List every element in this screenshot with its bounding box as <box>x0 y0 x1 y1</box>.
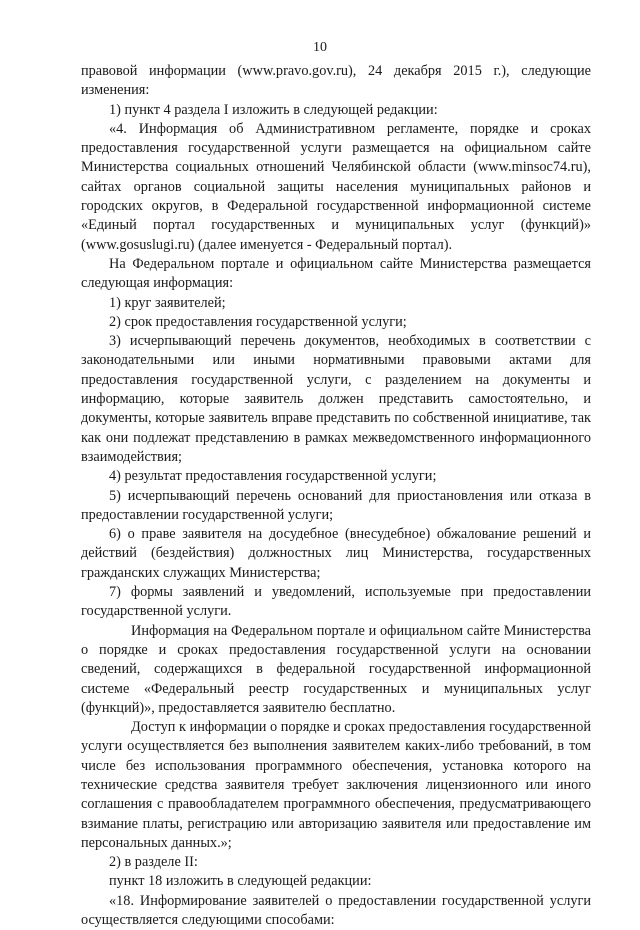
paragraph: 3) исчерпывающий перечень документов, необходимых в соответствии с законодательными или иными нормативными правовыми актами для предоставления государственной услуги, с разделением на документы и информацию, которые заявитель должен представить самостоятельно, и документы, которые заявитель вправе представить по собственной инициативе, так как они подлежат представлению в рамках межведомственного информационного взаимодействия; <box>81 333 591 465</box>
paragraph: На Федеральном портале и официальном сайте Министерства размещается следующая информация: <box>81 255 591 292</box>
paragraph: правовой информации (www.pravo.gov.ru), 24 декабря 2015 г.), следующие изменения: <box>81 63 591 99</box>
paragraph: 2) срок предоставления государственной услуги; <box>109 313 407 330</box>
paragraph: 7) формы заявлений и уведомлений, используемые при предоставлении государственной услуги. <box>81 584 591 620</box>
paragraph: 6) о праве заявителя на досудебное (внесудебное) обжалование решений и действий (бездействия) должностных лиц Министерства, государственных гражданских служащих Министерства; <box>81 526 591 581</box>
paragraph: 4) результат предоставления государственной услуги; <box>109 468 437 485</box>
paragraph: 2) в разделе II: <box>109 854 198 871</box>
paragraph: пункт 18 изложить в следующей редакции: <box>109 873 372 890</box>
paragraph: 1) круг заявителей; <box>109 294 226 311</box>
paragraph: Доступ к информации о порядке и сроках предоставления государственной услуги осуществляется без выполнения заявителем каких-либо требований, в том числе без использования программного обеспечения, установка которого на технические средства заявителя требует заключения лицензионного или иного соглашения с правообладателем программного обеспечения, предусматривающего взимание платы, регистрацию или авторизацию заявителя или предоставление им персональных данных.»; <box>81 719 591 851</box>
paragraph: «4. Информация об Административном регламенте, порядке и сроках предоставления государственной услуги размещается на официальном сайте Министерства социальных отношений Челябинской области (www.minsoc74.ru), сайтах органов социальной защиты населения муниципальных районов и городских округов, в Федеральной государственной информационной системе «Единый портал государственных и муниципальных услуг (функций)» (www.gosuslugi.ru) (далее именуется - Федеральный портал). <box>81 120 591 253</box>
paragraph: 5) исчерпывающий перечень оснований для приостановления или отказа в предоставлении государственной услуги; <box>81 487 591 523</box>
paragraph: «18. Информирование заявителей о предоставлении государственной услуги осуществляется следующими способами: <box>81 892 591 929</box>
page-number: 10 <box>313 40 327 55</box>
document-body <box>81 62 591 930</box>
paragraph: Информация на Федеральном портале и официальном сайте Министерства о порядке и сроках предоставления государственной услуги на основании сведений, содержащихся в федеральной государственной информационной системе «Федеральный реестр государственных и муниципальных услуг (функций)», предоставляется заявителю бесплатно. <box>81 622 591 716</box>
paragraph: 1) пункт 4 раздела I изложить в следующей редакции: <box>109 101 438 118</box>
